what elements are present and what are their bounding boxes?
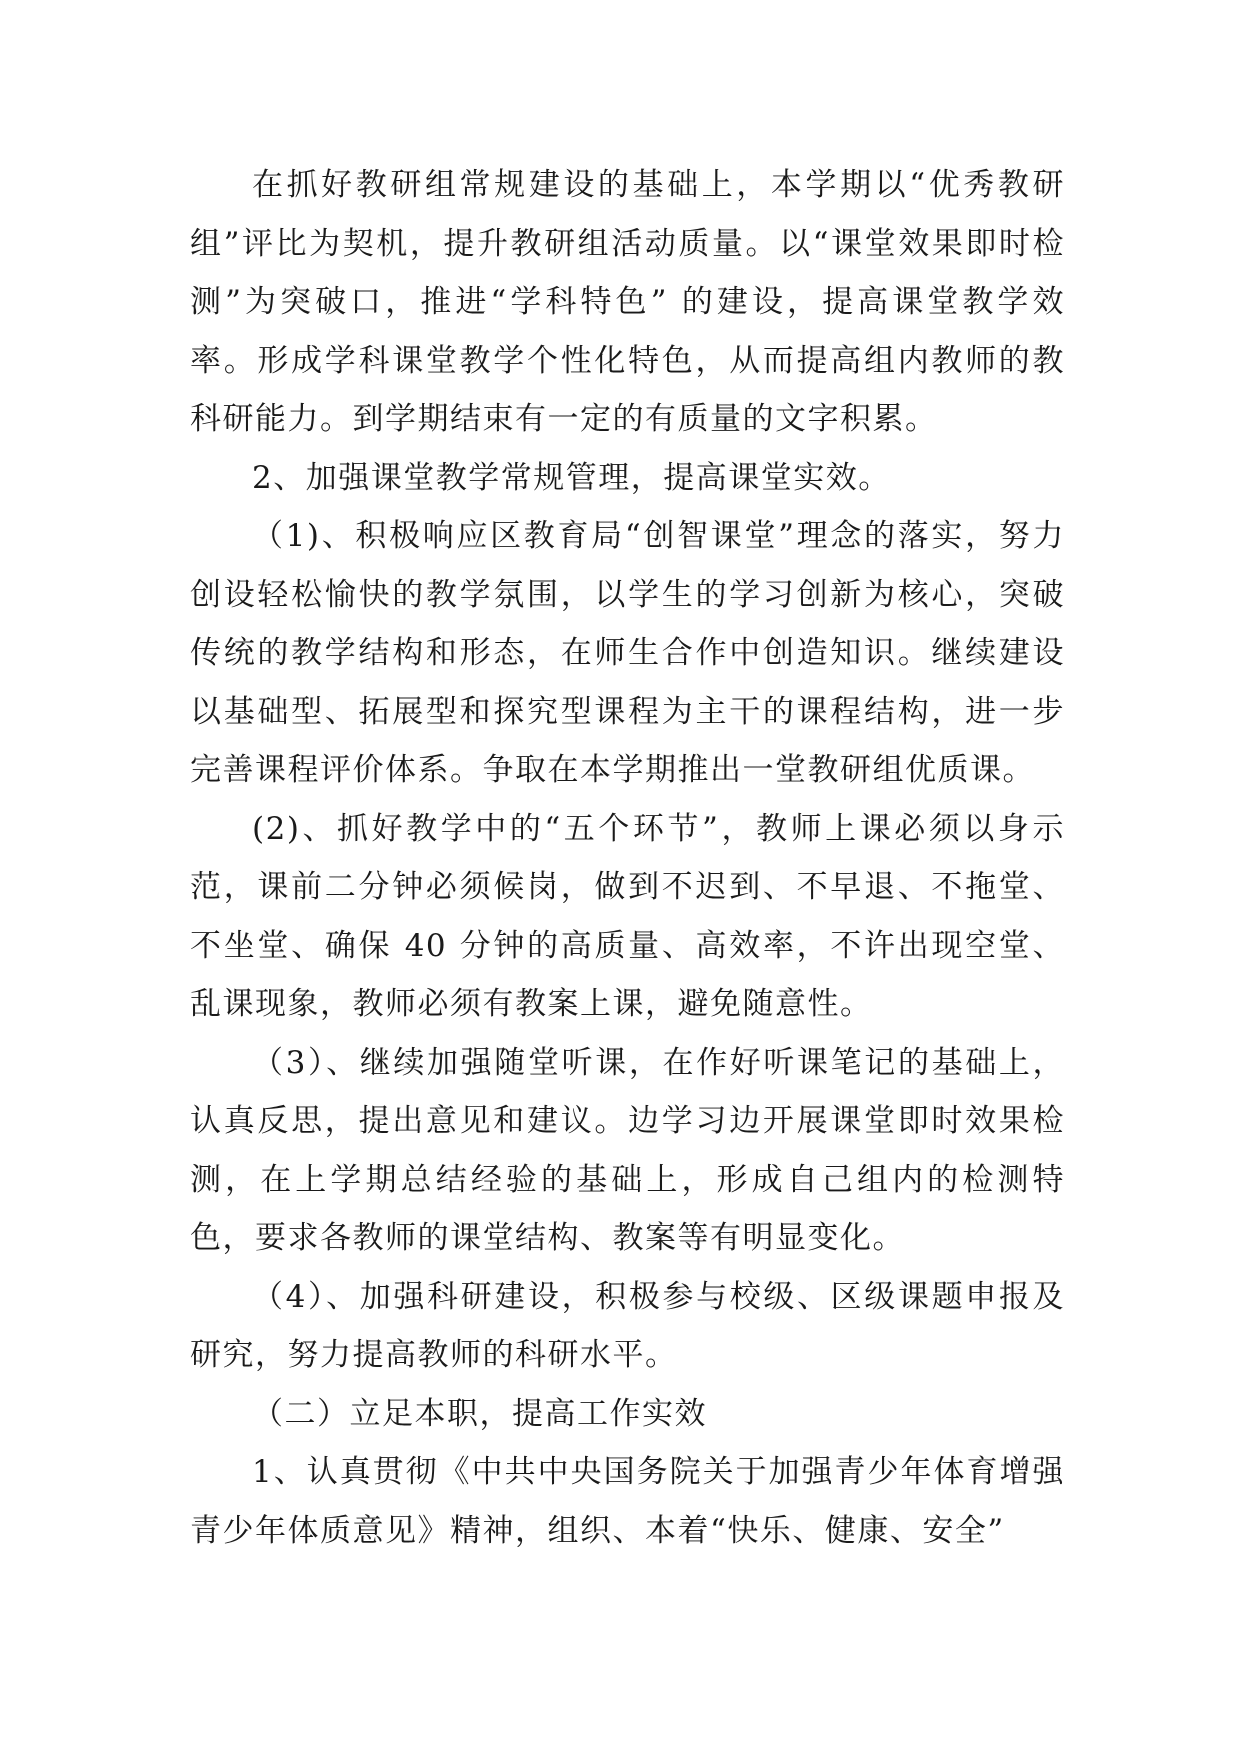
paragraph-item-1-smart-classroom: （1)、积极响应区教育局“创智课堂”理念的落实，努力创设轻松愉快的教学氛围，以学生的学习创新为核心，突破传统的教学结构和形态，在师生合作中创造知识。继续建设以基础型、拓展型和探究型课程为主干的课程结构，进一步完善课程评价体系。争取在本学期推出一堂教研组优质课。: [190, 518, 1065, 788]
paragraph-item-3-lesson-observation: （3）、继续加强随堂听课，在作好听课笔记的基础上，认真反思，提出意见和建议。边学习边开展课堂即时效果检测，在上学期总结经验的基础上，形成自己组内的检测特色，要求各教师的课堂结构、教案等有明显变化。: [190, 1044, 1065, 1256]
paragraph-youth-sports: 1、认真贯彻《中共中央国务院关于加强青少年体育增强青少年体质意见》精神，组织、本着“快乐、健康、安全”: [190, 1454, 1065, 1549]
paragraph-research-group-building: 在抓好教研组常规建设的基础上，本学期以“优秀教研组”评比为契机，提升教研组活动质量。以“课堂效果即时检测”为突破口，推进“学科特色” 的建设，提高课堂教学效率。形成学科课堂教学个性化特色，从而提高组内教师的教科研能力。到学期结束有一定的有质量的文字积累。: [190, 167, 1065, 437]
document-body: [190, 156, 1065, 1560]
paragraph-item-4-research: （4）、加强科研建设，积极参与校级、区级课题申报及研究，努力提高教师的科研水平。: [190, 1278, 1065, 1373]
paragraph-item-2-five-links: (2)、抓好教学中的“五个环节”，教师上课必须以身示范，课前二分钟必须候岗，做到不迟到、不早退、不拖堂、不坐堂、确保 40 分钟的高质量、高效率，不许出现空堂、乱课现象，教师必须有教案上课，避免随意性。: [190, 810, 1065, 1022]
section-heading-two: （二）立足本职，提高工作实效: [252, 1395, 707, 1432]
paragraph-classroom-management: 2、加强课堂教学常规管理，提高课堂实效。: [252, 459, 891, 496]
